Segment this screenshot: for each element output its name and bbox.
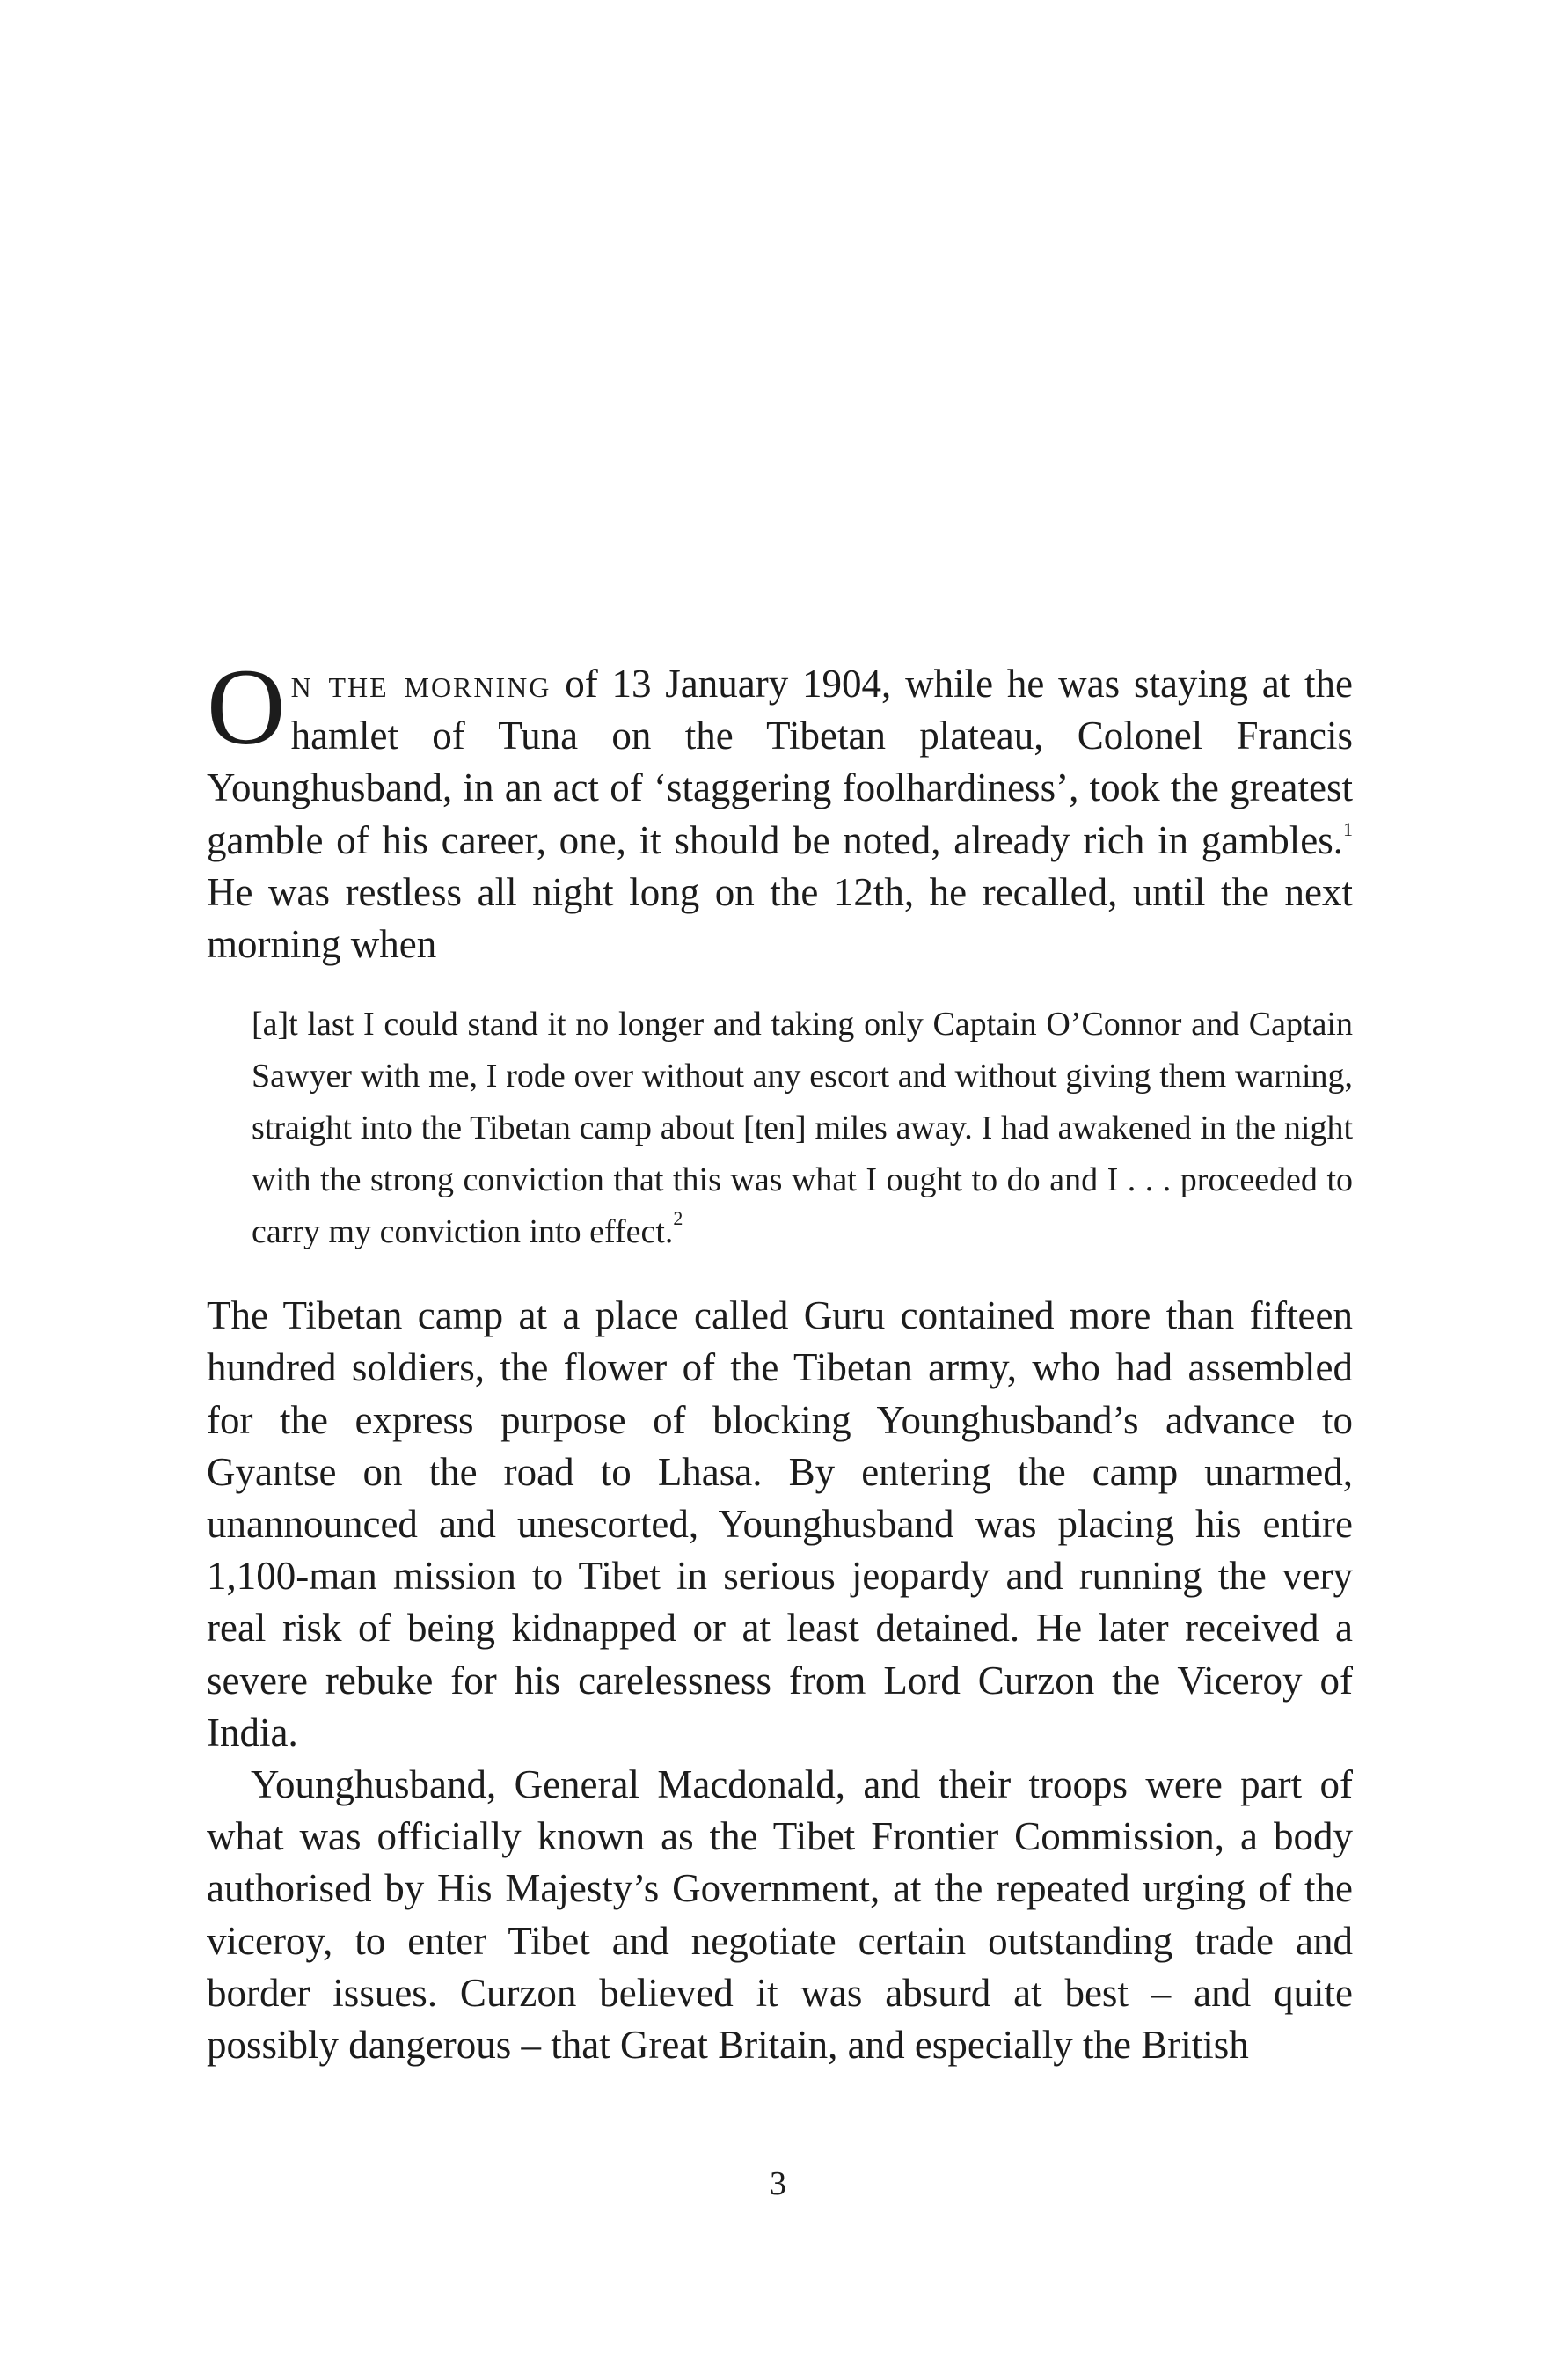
paragraph-3: Younghusband, General Macdonald, and their troops were part of what was officially known as the Tibet Frontier Commission, a body authorised by His Majesty’s Government, at the repeated urging of the viceroy, to enter Tibet and negotiate certain outstanding trade and border issues. Curzon believed it was absurd at best – and quite possibly dangerous – that Great Britain, and especially the British <box>207 1762 1353 2068</box>
opening-text: of 13 January 1904, while he was staying at the hamlet of Tuna on the Tibetan plateau, Colonel Francis Younghusband, in an act of ‘staggering foolhardiness’, took the greatest gamble of his career, one, it should be noted, already rich in gambles. <box>207 662 1354 862</box>
body-text <box>207 647 1354 2071</box>
opening-text-tail: He was restless all night long on the 12th, he recalled, until the next morning when <box>207 869 1353 967</box>
paragraph-2: The Tibetan camp at a place called Guru contained more than fifteen hundred soldiers, the flower of the Tibetan army, who had assembled for the express purpose of blocking Younghusband’s advance to Gyantse on the road to Lhasa. By entering the camp unarmed, unannounced and unescorted, Younghusband was placing his entire 1,100-man mission to Tibet in serious jeopardy and running the very real risk of being kidnapped or at least detained. He later received a severe rebuke for his carelessness from Lord Curzon the Viceroy of India. <box>207 1293 1353 1754</box>
footnote-ref-2: 2 <box>673 1207 683 1230</box>
drop-cap: O <box>207 647 286 767</box>
small-caps-lead: n the morning <box>290 662 552 706</box>
opening-paragraph <box>207 647 1354 970</box>
footnote-ref-1: 1 <box>1343 817 1353 840</box>
block-quote <box>252 999 1353 1258</box>
quote-text: [a]t last I could stand it no longer and taking only Captain O’Connor and Captain Sawyer with me, I rode over without any escort and without giving them warning, straight into the Tibetan camp about [ten] miles away. I had awakened in the night with the strong conviction that this was what I ought to do and I . . . proceeded to carry my conviction into effect. <box>252 1006 1353 1251</box>
page-number: 3 <box>770 2165 786 2202</box>
